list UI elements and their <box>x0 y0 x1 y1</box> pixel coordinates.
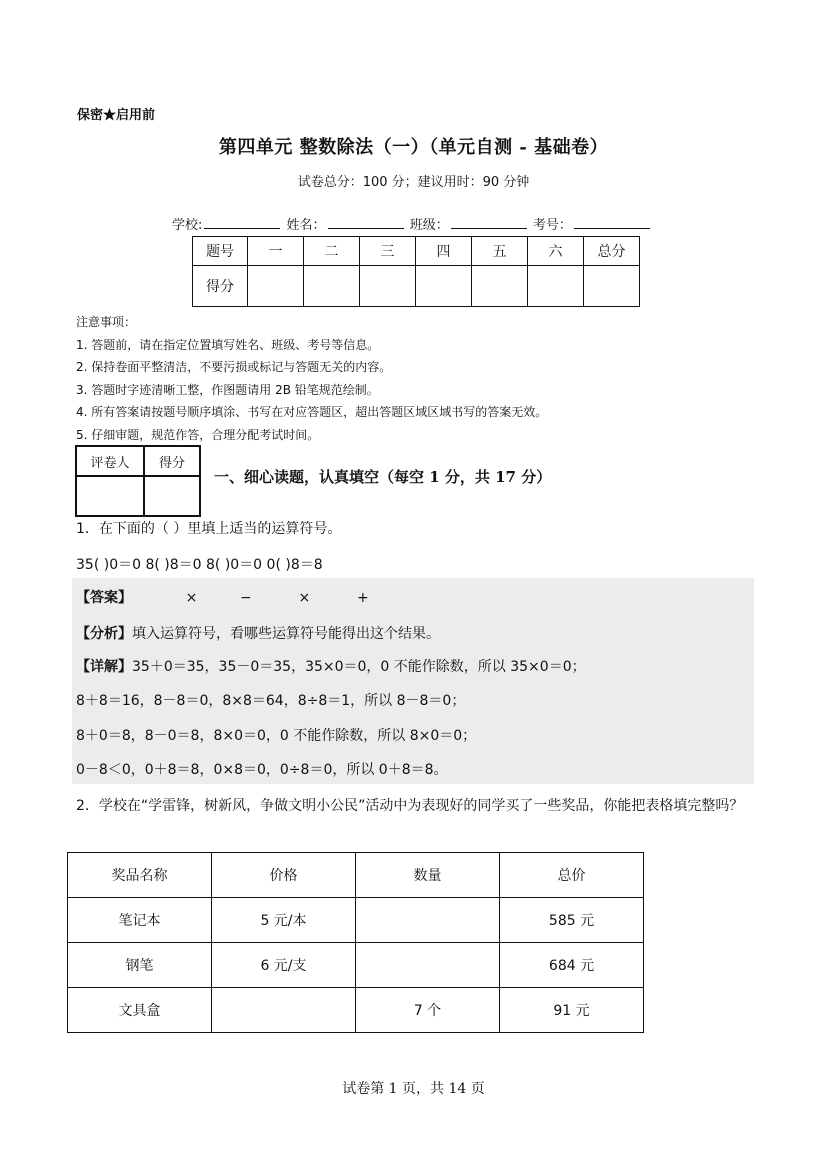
prize-header-row <box>68 853 644 898</box>
grader-label: 评卷人 <box>76 446 144 476</box>
analysis-text: 填入运算符号，看哪些运算符号能得出这个结果。 <box>132 626 440 642</box>
prize-header-cell: 价格 <box>212 853 356 898</box>
detail-line: 8＋0＝8，8－0＝8，8×0＝0，0 不能作除数，所以 8×0＝0； <box>76 728 477 744</box>
prize-header-cell: 总价 <box>500 853 644 898</box>
prize-cell: 585 元 <box>500 898 644 943</box>
prize-cell: 7 个 <box>356 988 500 1033</box>
grader-score-cell[interactable] <box>144 476 200 516</box>
name-label: 姓名： <box>286 218 326 233</box>
prize-cell-blank[interactable] <box>356 943 500 988</box>
notes-item: 4. 所有答案请按题号顺序填涂、书写在对应答题区，超出答题区域区域书写的答案无效。 <box>76 405 548 420</box>
question-1-blanks: 35( )0＝0 8( )8＝0 8( )0＝0 0( )8＝8 <box>76 557 323 573</box>
score-header-cell: 四 <box>416 237 472 266</box>
school-blank[interactable] <box>204 216 280 229</box>
page-title: 第四单元 整数除法（一）（单元自测 - 基础卷） <box>218 137 609 158</box>
analysis-line <box>76 623 440 643</box>
answer-symbol: − <box>240 590 252 606</box>
table-row <box>68 988 644 1033</box>
table-row <box>68 898 644 943</box>
notes <box>76 311 547 447</box>
score-cell[interactable] <box>304 266 360 307</box>
notes-item: 3. 答题时字迹清晰工整，作图题请用 2B 铅笔规范绘制。 <box>76 382 379 397</box>
prize-cell: 文具盒 <box>68 988 212 1033</box>
student-info <box>172 214 652 233</box>
name-blank[interactable] <box>328 216 404 229</box>
school-label: 学校: <box>172 218 203 233</box>
prize-cell: 笔记本 <box>68 898 212 943</box>
prize-cell-blank[interactable] <box>212 988 356 1033</box>
score-header-cell: 一 <box>248 237 304 266</box>
score-header-cell: 五 <box>472 237 528 266</box>
score-cell[interactable] <box>472 266 528 307</box>
answer-symbol: × <box>185 590 198 606</box>
score-header-cell: 六 <box>528 237 584 266</box>
prize-cell: 6 元/支 <box>212 943 356 988</box>
class-blank[interactable] <box>451 216 527 229</box>
answer-tag: 【答案】 <box>76 590 132 606</box>
prize-cell: 91 元 <box>500 988 644 1033</box>
score-header-cell: 三 <box>360 237 416 266</box>
score-header-cell: 二 <box>304 237 360 266</box>
prize-cell: 钢笔 <box>68 943 212 988</box>
table-row <box>68 943 644 988</box>
notes-title: 注意事项： <box>76 315 137 329</box>
prize-cell: 684 元 <box>500 943 644 988</box>
detail-line: 0－8＜0，0＋8＝8，0×8＝0，0÷8＝0，所以 0＋8＝8。 <box>76 762 448 778</box>
score-row-label: 得分 <box>193 266 248 307</box>
exam-no-label: 考号： <box>532 218 572 233</box>
score-cell[interactable] <box>248 266 304 307</box>
question-2-text: 2．学校在“学雷锋，树新风，争做文明小公民”活动中为表现好的同学买了一些奖品，你能把表格填完整吗？ <box>76 798 744 814</box>
score-cell[interactable] <box>528 266 584 307</box>
grader-score-label: 得分 <box>144 446 200 476</box>
answer-symbol: + <box>356 590 369 606</box>
grader-cell[interactable] <box>76 476 144 516</box>
detail-line <box>76 656 586 676</box>
notes-item: 1. 答题前，请在指定位置填写姓名、班级、考号等信息。 <box>76 337 380 352</box>
section-heading: 一、细心读题，认真填空（每空 1 分，共 17 分） <box>214 468 552 486</box>
score-cell[interactable] <box>360 266 416 307</box>
prize-header-cell: 数量 <box>356 853 500 898</box>
prize-header-cell: 奖品名称 <box>68 853 212 898</box>
detail-line: 8＋8＝16，8－8＝0，8×8＝64，8÷8＝1，所以 8－8＝0； <box>76 693 466 709</box>
prize-cell: 5 元/本 <box>212 898 356 943</box>
question-1-text: 1．在下面的（ ）里填上适当的运算符号。 <box>76 521 342 537</box>
answer-panel <box>72 578 754 784</box>
score-header-row <box>193 237 640 266</box>
analysis-tag: 【分析】 <box>76 626 132 642</box>
score-cell[interactable] <box>584 266 640 307</box>
score-header-cell: 题号 <box>193 237 248 266</box>
score-table <box>192 236 640 307</box>
class-label: 班级： <box>409 218 449 233</box>
exam-no-blank[interactable] <box>574 216 650 229</box>
notes-item: 5. 仔细审题，规范作答，合理分配考试时间。 <box>76 427 320 442</box>
score-header-cell: 总分 <box>584 237 640 266</box>
page-footer: 试卷第 1 页，共 14 页 <box>342 1081 485 1097</box>
prize-cell-blank[interactable] <box>356 898 500 943</box>
grader-table <box>75 445 201 517</box>
detail-tag: 【详解】 <box>76 659 132 675</box>
detail-text: 35＋0＝35，35－0＝35，35×0＝0，0 不能作除数，所以 35×0＝0； <box>132 659 586 675</box>
score-cell[interactable] <box>416 266 472 307</box>
answer-line <box>76 587 388 607</box>
score-row <box>193 266 640 307</box>
exam-subtitle: 试卷总分：100 分；建议用时：90 分钟 <box>297 175 530 190</box>
answer-symbol: × <box>298 590 311 606</box>
confidential-label: 保密★启用前 <box>77 108 156 123</box>
notes-item: 2. 保持卷面平整清洁，不要污损或标记与答题无关的内容。 <box>76 360 392 375</box>
prize-table <box>67 852 644 1033</box>
